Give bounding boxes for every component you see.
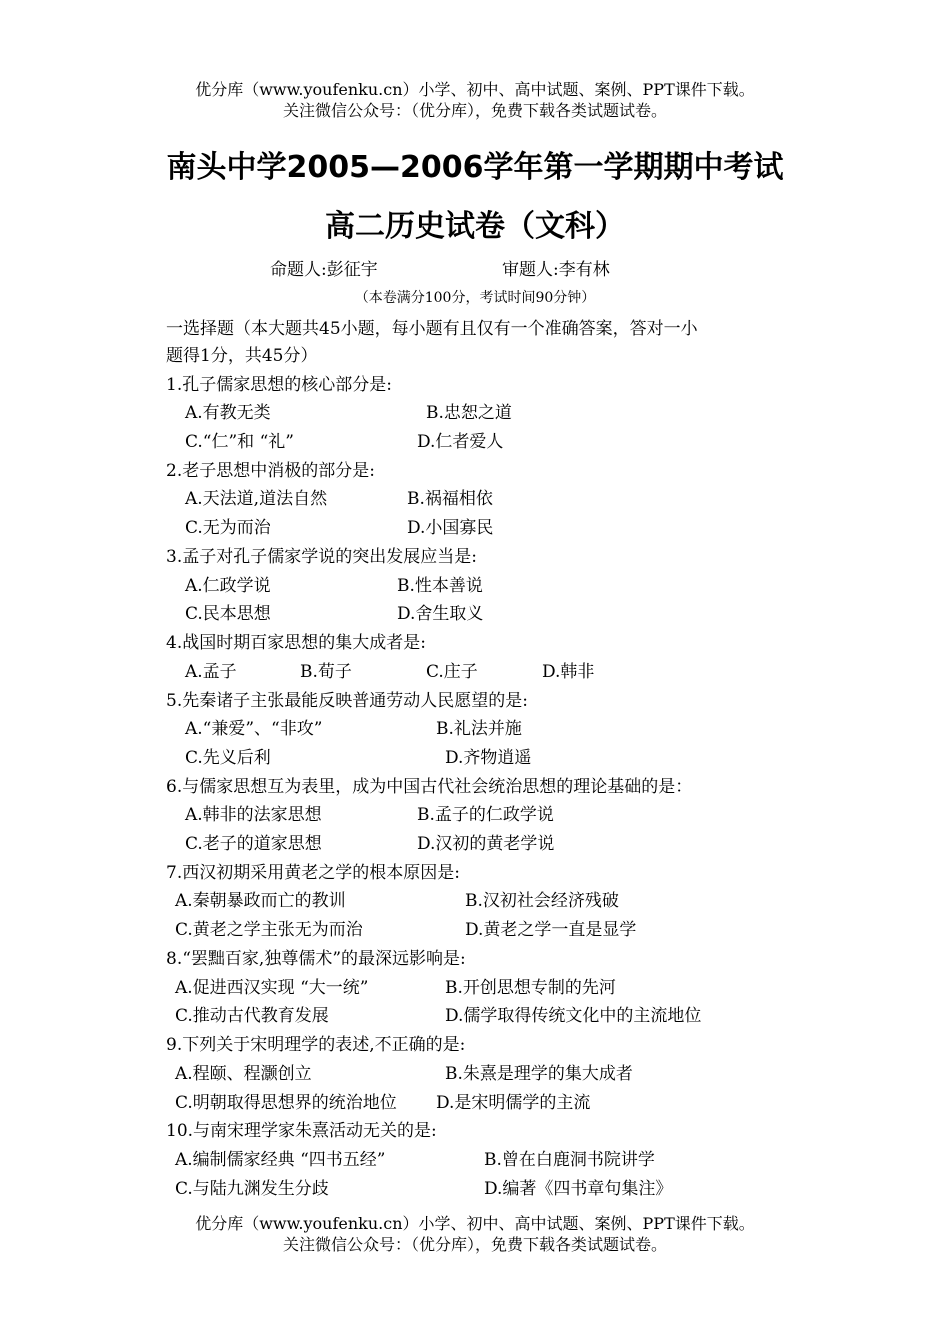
question-setter: 命题人:彭征宇: [270, 260, 378, 280]
question-1-option-d: D.仁者爱人: [417, 432, 504, 452]
question-5-option-b: B.礼法并施: [436, 719, 522, 739]
question-5-option-a: A.“兼爱”、“非攻”: [185, 719, 323, 739]
question-2-option-c: C.无为而治: [185, 518, 271, 538]
question-10-option-d: D.编著《四书章句集注》: [484, 1179, 673, 1199]
question-9-option-c: C.明朝取得思想界的统治地位: [175, 1093, 397, 1113]
question-4-option-d: D.韩非: [542, 662, 595, 682]
question-5-stem: 5.先秦诸子主张最能反映普通劳动人民愿望的是:: [166, 691, 528, 711]
question-10-option-b: B.曾在白鹿洞书院讲学: [484, 1150, 655, 1170]
question-10-option-a: A.编制儒家经典 “四书五经”: [175, 1150, 386, 1170]
question-8-option-c: C.推动古代教育发展: [175, 1006, 329, 1026]
question-3-option-b: B.性本善说: [397, 576, 483, 596]
question-7-option-c: C.黄老之学主张无为而治: [175, 920, 363, 940]
question-2-option-a: A.天法道,道法自然: [185, 489, 328, 509]
question-8-option-b: B.开创思想专制的先河: [445, 978, 616, 998]
question-1-option-c: C.“仁”和 “礼”: [185, 432, 294, 452]
question-3-stem: 3.孟子对孔子儒家学说的突出发展应当是:: [166, 547, 477, 567]
question-10-option-c: C.与陆九渊发生分歧: [175, 1179, 329, 1199]
question-3-option-a: A.仁政学说: [185, 576, 271, 596]
question-6-option-a: A.韩非的法家思想: [185, 805, 322, 825]
question-7-option-d: D.黄老之学一直是显学: [465, 920, 637, 940]
question-7-stem: 7.西汉初期采用黄老之学的根本原因是:: [166, 863, 460, 883]
question-4-stem: 4.战国时期百家思想的集大成者是:: [166, 633, 426, 653]
question-1-stem: 1.孔子儒家思想的核心部分是:: [166, 375, 392, 395]
question-2-option-d: D.小国寡民: [407, 518, 494, 538]
question-4-option-b: B.荀子: [300, 662, 352, 682]
question-2-option-b: B.祸福相依: [407, 489, 493, 509]
question-8-option-a: A.促进西汉实现 “大一统”: [175, 978, 369, 998]
question-6-option-b: B.孟子的仁政学说: [417, 805, 554, 825]
page-title: 南头中学2005—2006学年第一学期期中考试: [166, 150, 784, 185]
header-line-1: 优分库（www.youfenku.cn）小学、初中、高中试题、案例、PPT课件下载。: [195, 80, 755, 99]
question-5-option-c: C.先义后利: [185, 748, 271, 768]
question-5-option-d: D.齐物逍遥: [445, 748, 532, 768]
question-8-stem: 8.“罢黜百家,独尊儒术”的最深远影响是:: [166, 949, 466, 969]
question-9-option-b: B.朱熹是理学的集大成者: [445, 1064, 633, 1084]
question-6-option-d: D.汉初的黄老学说: [417, 834, 555, 854]
question-4-option-c: C.庄子: [426, 662, 478, 682]
question-8-option-d: D.儒学取得传统文化中的主流地位: [445, 1006, 702, 1026]
question-reviewer: 审题人:李有林: [502, 260, 610, 280]
question-7-option-b: B.汉初社会经济残破: [465, 891, 619, 911]
question-1-option-b: B.忠恕之道: [426, 403, 512, 423]
footer-line-2: 关注微信公众号：（优分库），免费下载各类试题试卷。: [282, 1235, 667, 1254]
question-6-option-c: C.老子的道家思想: [185, 834, 322, 854]
question-3-option-c: C.民本思想: [185, 604, 271, 624]
question-6-stem: 6.与儒家思想互为表里，成为中国古代社会统治思想的理论基础的是：: [166, 777, 693, 797]
header-line-2: 关注微信公众号：（优分库），免费下载各类试题试卷。: [282, 101, 667, 120]
page-subtitle: 高二历史试卷（文科）: [325, 209, 625, 244]
question-10-stem: 10.与南宋理学家朱熹活动无关的是:: [166, 1121, 437, 1141]
section-instructions-line-2: 题得1分，共45分）: [166, 346, 318, 366]
section-instructions-line-1: 一选择题（本大题共45小题，每小题有且仅有一个准确答案，答对一小: [166, 319, 698, 339]
question-9-stem: 9.下列关于宋明理学的表述,不正确的是:: [166, 1035, 466, 1055]
question-9-option-d: D.是宋明儒学的主流: [436, 1093, 591, 1113]
question-1-option-a: A.有教无类: [185, 403, 271, 423]
question-9-option-a: A.程颐、程灏创立: [175, 1064, 312, 1084]
exam-note: （本卷满分100分，考试时间90分钟）: [354, 290, 596, 306]
question-7-option-a: A.秦朝暴政而亡的教训: [175, 891, 346, 911]
question-2-stem: 2.老子思想中消极的部分是:: [166, 461, 375, 481]
question-4-option-a: A.孟子: [185, 662, 237, 682]
footer-line-1: 优分库（www.youfenku.cn）小学、初中、高中试题、案例、PPT课件下载。: [195, 1214, 755, 1233]
question-3-option-d: D.舍生取义: [397, 604, 484, 624]
